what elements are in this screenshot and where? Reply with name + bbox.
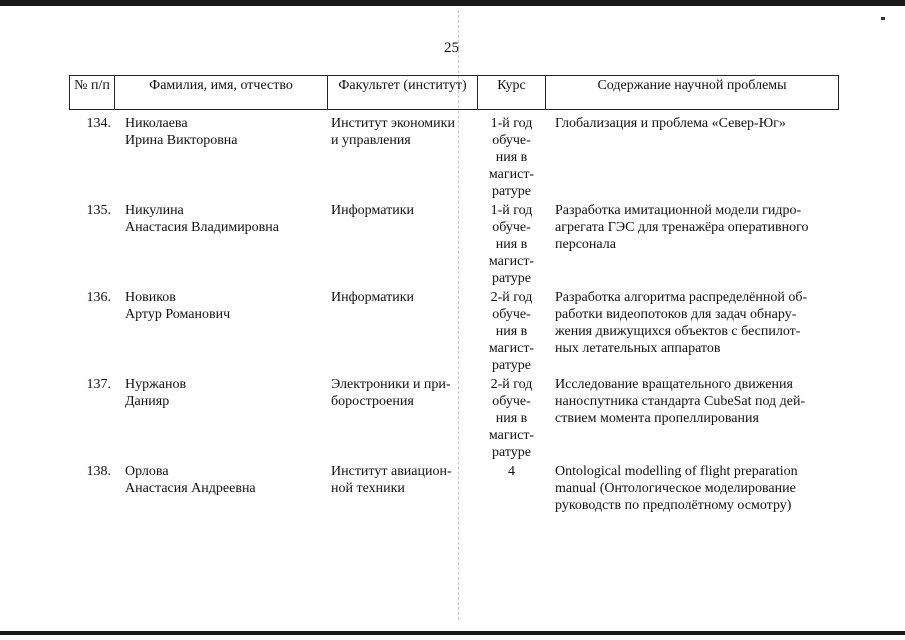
course-line: ния в — [495, 237, 528, 252]
header-faculty: Факультет (институт) — [327, 75, 478, 110]
surname: Нуржанов — [125, 377, 187, 392]
row-number: 138. — [86, 464, 111, 479]
course-line: обуче- — [492, 133, 531, 148]
faculty-line: Институт авиацион- — [331, 464, 452, 479]
header-topic: Содержание научной проблемы — [545, 75, 839, 110]
table-body — [69, 110, 839, 545]
table-row — [69, 110, 839, 197]
faculty — [331, 376, 474, 410]
course-line: магист- — [488, 254, 535, 269]
course — [478, 289, 545, 374]
surname: Новиков — [125, 290, 176, 305]
topic-line: Разработка алгоритма распределённой об- — [555, 290, 808, 305]
row-number: 136. — [86, 290, 111, 305]
row-number: 135. — [86, 203, 111, 218]
course-line: обуче- — [492, 394, 531, 409]
topic-line: Разработка имитационной модели гидро- — [555, 203, 802, 218]
header-course: Курс — [477, 75, 546, 110]
topic-line: жения движущихся объектов с беспилот- — [555, 324, 801, 339]
person-name — [125, 463, 325, 497]
course — [478, 202, 545, 287]
faculty — [331, 463, 474, 497]
faculty-line: ной техники — [331, 481, 405, 496]
page-number: 25 — [444, 40, 459, 56]
course-line: 1-й год — [490, 116, 533, 131]
given-names: Анастасия Владимировна — [125, 220, 279, 235]
course-line: обуче- — [492, 220, 531, 235]
research-topic — [555, 376, 830, 427]
person-name — [125, 202, 325, 236]
students-table — [69, 75, 839, 545]
course-line: обуче- — [492, 307, 531, 322]
table-row — [69, 284, 839, 371]
faculty-line: Информатики — [331, 290, 414, 305]
course-line: 1-й год — [490, 203, 533, 218]
topic-line: ствием момента пропеллирования — [555, 411, 759, 426]
research-topic — [555, 289, 830, 357]
course — [478, 463, 545, 480]
faculty-line: Информатики — [331, 203, 414, 218]
course-line: ния в — [495, 150, 528, 165]
given-names: Артур Романович — [125, 307, 231, 322]
topic-line: руководств по предполётному осмотру) — [555, 498, 792, 513]
given-names: Данияр — [125, 394, 170, 409]
table-header — [69, 75, 839, 110]
course-line: 2-й год — [490, 290, 533, 305]
faculty — [331, 115, 474, 149]
research-topic — [555, 202, 830, 253]
course-line: 4 — [508, 464, 515, 479]
topic-line: Исследование вращательного движения — [555, 377, 793, 392]
course-line: ратуре — [492, 271, 531, 286]
person-name — [125, 376, 325, 410]
row-number: 134. — [86, 116, 111, 131]
course-line: 2-й год — [490, 377, 533, 392]
course-line: ния в — [495, 324, 528, 339]
faculty-line: Электроники и при- — [331, 377, 451, 392]
scan-speck — [881, 17, 885, 20]
topic-line: ных летательных аппаратов — [555, 341, 721, 356]
topic-line: manual (Онтологическое моделирование — [555, 481, 796, 496]
faculty-line: и управления — [331, 133, 411, 148]
research-topic — [555, 115, 830, 132]
faculty-line: Институт экономики — [331, 116, 455, 131]
course-line: магист- — [488, 341, 535, 356]
faculty-line: боростроения — [331, 394, 414, 409]
course-line: ратуре — [492, 358, 531, 373]
topic-line: Глобализация и проблема «Север-Юг» — [555, 116, 786, 131]
row-number: 137. — [86, 377, 111, 392]
person-name — [125, 115, 325, 149]
course-line: магист- — [488, 167, 535, 182]
given-names: Ирина Викторовна — [125, 133, 238, 148]
research-topic — [555, 463, 830, 514]
table-row — [69, 458, 839, 545]
surname: Орлова — [125, 464, 169, 479]
given-names: Анастасия Андреевна — [125, 481, 256, 496]
faculty — [331, 289, 474, 306]
course — [478, 376, 545, 461]
topic-line: работки видеопотоков для задач обнару- — [555, 307, 797, 322]
faculty — [331, 202, 474, 219]
course-line: магист- — [488, 428, 535, 443]
course-line: ния в — [495, 411, 528, 426]
header-num: № п/п — [69, 75, 115, 110]
topic-line: наноспутника стандарта CubeSat под дей- — [555, 394, 806, 409]
course — [478, 115, 545, 200]
table-row — [69, 197, 839, 284]
header-name: Фамилия, имя, отчество — [114, 75, 328, 110]
surname: Никулина — [125, 203, 184, 218]
table-row — [69, 371, 839, 458]
course-line: ратуре — [492, 445, 531, 460]
person-name — [125, 289, 325, 323]
bottom-border-rule — [0, 631, 905, 635]
topic-line: персонала — [555, 237, 616, 252]
topic-line: агрегата ГЭС для тренажёра оперативного — [555, 220, 809, 235]
top-border-rule — [0, 0, 905, 6]
course-line: ратуре — [492, 184, 531, 199]
topic-line: Ontological modelling of flight preparation — [555, 464, 798, 479]
surname: Николаева — [125, 116, 188, 131]
